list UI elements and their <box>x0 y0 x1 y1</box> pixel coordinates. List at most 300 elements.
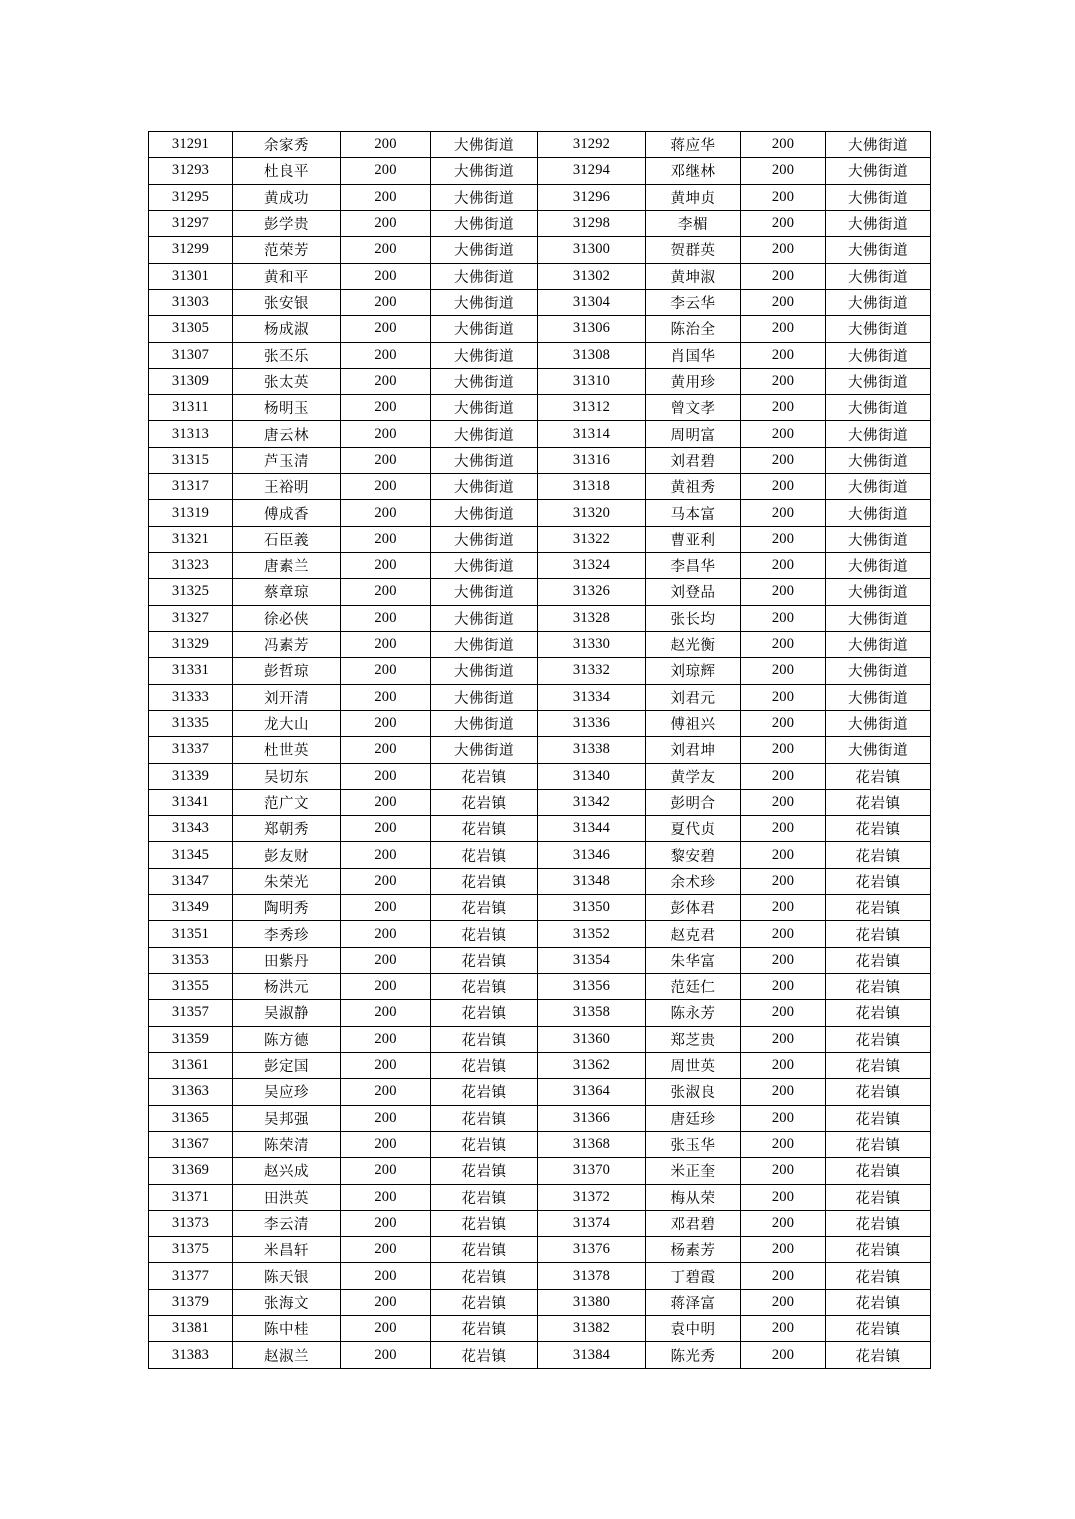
table-row <box>149 421 931 447</box>
district-cell: 大佛街道 <box>431 158 538 184</box>
id-cell: 31322 <box>538 526 646 552</box>
table-row <box>149 447 931 473</box>
table-row <box>149 842 931 868</box>
id-cell: 31312 <box>538 395 646 421</box>
district-cell: 花岩镇 <box>826 1052 931 1078</box>
amount-cell: 200 <box>741 553 826 579</box>
district-cell: 大佛街道 <box>826 421 931 447</box>
district-cell: 大佛街道 <box>826 184 931 210</box>
amount-cell: 200 <box>741 1210 826 1236</box>
amount-cell: 200 <box>341 737 431 763</box>
amount-cell: 200 <box>341 316 431 342</box>
district-cell: 大佛街道 <box>826 579 931 605</box>
district-cell: 花岩镇 <box>826 816 931 842</box>
id-cell: 31313 <box>149 421 233 447</box>
id-cell: 31357 <box>149 1000 233 1026</box>
id-cell: 31338 <box>538 737 646 763</box>
id-cell: 31307 <box>149 342 233 368</box>
name-cell: 黄祖秀 <box>646 474 741 500</box>
id-cell: 31354 <box>538 947 646 973</box>
name-cell: 袁中明 <box>646 1316 741 1342</box>
name-cell: 贺群英 <box>646 237 741 263</box>
name-cell: 郑芝贵 <box>646 1026 741 1052</box>
table-row <box>149 368 931 394</box>
id-cell: 31379 <box>149 1289 233 1315</box>
id-cell: 31316 <box>538 447 646 473</box>
table-row <box>149 237 931 263</box>
table-row <box>149 1079 931 1105</box>
name-cell: 张海文 <box>233 1289 341 1315</box>
table-row <box>149 263 931 289</box>
name-cell: 肖国华 <box>646 342 741 368</box>
amount-cell: 200 <box>341 1210 431 1236</box>
amount-cell: 200 <box>741 763 826 789</box>
id-cell: 31295 <box>149 184 233 210</box>
id-cell: 31350 <box>538 895 646 921</box>
id-cell: 31311 <box>149 395 233 421</box>
name-cell: 吴淑静 <box>233 1000 341 1026</box>
district-cell: 花岩镇 <box>431 763 538 789</box>
table-row <box>149 1158 931 1184</box>
id-cell: 31314 <box>538 421 646 447</box>
district-cell: 花岩镇 <box>431 974 538 1000</box>
name-cell: 张淑良 <box>646 1079 741 1105</box>
amount-cell: 200 <box>341 289 431 315</box>
name-cell: 彭友财 <box>233 842 341 868</box>
amount-cell: 200 <box>741 1237 826 1263</box>
amount-cell: 200 <box>341 1316 431 1342</box>
district-cell: 花岩镇 <box>431 1131 538 1157</box>
district-cell: 大佛街道 <box>826 210 931 236</box>
amount-cell: 200 <box>741 605 826 631</box>
district-cell: 花岩镇 <box>826 1289 931 1315</box>
name-cell: 刘君元 <box>646 684 741 710</box>
id-cell: 31300 <box>538 237 646 263</box>
amount-cell: 200 <box>741 395 826 421</box>
amount-cell: 200 <box>741 816 826 842</box>
amount-cell: 200 <box>741 684 826 710</box>
name-cell: 赵光衡 <box>646 631 741 657</box>
district-cell: 大佛街道 <box>826 368 931 394</box>
district-cell: 大佛街道 <box>431 368 538 394</box>
district-cell: 大佛街道 <box>826 342 931 368</box>
amount-cell: 200 <box>741 1052 826 1078</box>
amount-cell: 200 <box>341 1237 431 1263</box>
district-cell: 大佛街道 <box>826 158 931 184</box>
district-cell: 大佛街道 <box>826 132 931 158</box>
amount-cell: 200 <box>741 895 826 921</box>
id-cell: 31325 <box>149 579 233 605</box>
id-cell: 31380 <box>538 1289 646 1315</box>
district-cell: 花岩镇 <box>826 1210 931 1236</box>
amount-cell: 200 <box>741 316 826 342</box>
amount-cell: 200 <box>741 789 826 815</box>
amount-cell: 200 <box>341 631 431 657</box>
district-cell: 花岩镇 <box>431 816 538 842</box>
id-cell: 31371 <box>149 1184 233 1210</box>
district-cell: 花岩镇 <box>431 1158 538 1184</box>
name-cell: 张太英 <box>233 368 341 394</box>
district-cell: 大佛街道 <box>431 605 538 631</box>
district-cell: 大佛街道 <box>431 289 538 315</box>
district-cell: 大佛街道 <box>826 658 931 684</box>
name-cell: 杨洪元 <box>233 974 341 1000</box>
name-cell: 米昌轩 <box>233 1237 341 1263</box>
id-cell: 31381 <box>149 1316 233 1342</box>
table-row <box>149 684 931 710</box>
amount-cell: 200 <box>341 1026 431 1052</box>
id-cell: 31305 <box>149 316 233 342</box>
amount-cell: 200 <box>741 631 826 657</box>
name-cell: 张玉华 <box>646 1131 741 1157</box>
name-cell: 杨成淑 <box>233 316 341 342</box>
table-row <box>149 1263 931 1289</box>
amount-cell: 200 <box>341 447 431 473</box>
district-cell: 大佛街道 <box>431 395 538 421</box>
id-cell: 31339 <box>149 763 233 789</box>
district-cell: 花岩镇 <box>826 842 931 868</box>
amount-cell: 200 <box>341 842 431 868</box>
district-cell: 花岩镇 <box>826 1316 931 1342</box>
district-cell: 花岩镇 <box>431 895 538 921</box>
id-cell: 31384 <box>538 1342 646 1369</box>
amount-cell: 200 <box>341 553 431 579</box>
id-cell: 31297 <box>149 210 233 236</box>
amount-cell: 200 <box>741 263 826 289</box>
amount-cell: 200 <box>741 474 826 500</box>
amount-cell: 200 <box>741 710 826 736</box>
name-cell: 邓继林 <box>646 158 741 184</box>
id-cell: 31306 <box>538 316 646 342</box>
amount-cell: 200 <box>341 421 431 447</box>
name-cell: 陈荣清 <box>233 1131 341 1157</box>
name-cell: 刘登品 <box>646 579 741 605</box>
district-cell: 花岩镇 <box>826 974 931 1000</box>
district-cell: 花岩镇 <box>826 789 931 815</box>
id-cell: 31341 <box>149 789 233 815</box>
district-cell: 大佛街道 <box>431 237 538 263</box>
name-cell: 傅成香 <box>233 500 341 526</box>
id-cell: 31293 <box>149 158 233 184</box>
name-cell: 马本富 <box>646 500 741 526</box>
id-cell: 31370 <box>538 1158 646 1184</box>
district-cell: 花岩镇 <box>431 1105 538 1131</box>
name-cell: 朱华富 <box>646 947 741 973</box>
id-cell: 31333 <box>149 684 233 710</box>
amount-cell: 200 <box>741 1289 826 1315</box>
table-row <box>149 631 931 657</box>
district-cell: 花岩镇 <box>431 1026 538 1052</box>
amount-cell: 200 <box>741 158 826 184</box>
name-cell: 刘琼辉 <box>646 658 741 684</box>
table-row <box>149 342 931 368</box>
name-cell: 吴邦强 <box>233 1105 341 1131</box>
name-cell: 吴应珍 <box>233 1079 341 1105</box>
amount-cell: 200 <box>741 1131 826 1157</box>
id-cell: 31326 <box>538 579 646 605</box>
district-cell: 花岩镇 <box>826 1026 931 1052</box>
name-cell: 陈方德 <box>233 1026 341 1052</box>
id-cell: 31294 <box>538 158 646 184</box>
table-body <box>149 132 931 1369</box>
amount-cell: 200 <box>341 342 431 368</box>
name-cell: 蒋应华 <box>646 132 741 158</box>
name-cell: 蒋泽富 <box>646 1289 741 1315</box>
id-cell: 31321 <box>149 526 233 552</box>
table-row <box>149 1289 931 1315</box>
amount-cell: 200 <box>741 1316 826 1342</box>
table-row <box>149 763 931 789</box>
id-cell: 31340 <box>538 763 646 789</box>
district-cell: 大佛街道 <box>431 263 538 289</box>
name-cell: 杜世英 <box>233 737 341 763</box>
amount-cell: 200 <box>341 474 431 500</box>
district-cell: 大佛街道 <box>431 316 538 342</box>
amount-cell: 200 <box>741 289 826 315</box>
id-cell: 31372 <box>538 1184 646 1210</box>
table-row <box>149 737 931 763</box>
amount-cell: 200 <box>741 737 826 763</box>
name-cell: 陈治全 <box>646 316 741 342</box>
district-cell: 花岩镇 <box>431 1316 538 1342</box>
district-cell: 大佛街道 <box>431 631 538 657</box>
table-row <box>149 500 931 526</box>
name-cell: 李楣 <box>646 210 741 236</box>
id-cell: 31369 <box>149 1158 233 1184</box>
amount-cell: 200 <box>341 605 431 631</box>
name-cell: 唐素兰 <box>233 553 341 579</box>
amount-cell: 200 <box>341 263 431 289</box>
amount-cell: 200 <box>741 947 826 973</box>
id-cell: 31368 <box>538 1131 646 1157</box>
table-row <box>149 1105 931 1131</box>
name-cell: 赵兴成 <box>233 1158 341 1184</box>
table-row <box>149 210 931 236</box>
id-cell: 31329 <box>149 631 233 657</box>
district-cell: 花岩镇 <box>826 1263 931 1289</box>
id-cell: 31382 <box>538 1316 646 1342</box>
table-row <box>149 132 931 158</box>
district-cell: 花岩镇 <box>431 868 538 894</box>
district-cell: 花岩镇 <box>826 1131 931 1157</box>
amount-cell: 200 <box>341 579 431 605</box>
name-cell: 彭定国 <box>233 1052 341 1078</box>
district-cell: 花岩镇 <box>826 1184 931 1210</box>
amount-cell: 200 <box>341 184 431 210</box>
table-row <box>149 1210 931 1236</box>
amount-cell: 200 <box>741 1184 826 1210</box>
name-cell: 丁碧霞 <box>646 1263 741 1289</box>
name-cell: 赵淑兰 <box>233 1342 341 1369</box>
table-row <box>149 158 931 184</box>
table-row <box>149 947 931 973</box>
district-cell: 花岩镇 <box>431 1052 538 1078</box>
id-cell: 31296 <box>538 184 646 210</box>
district-cell: 花岩镇 <box>431 1184 538 1210</box>
id-cell: 31347 <box>149 868 233 894</box>
id-cell: 31320 <box>538 500 646 526</box>
district-cell: 大佛街道 <box>431 737 538 763</box>
beneficiary-table <box>148 131 931 1369</box>
id-cell: 31309 <box>149 368 233 394</box>
id-cell: 31318 <box>538 474 646 500</box>
table-row <box>149 1237 931 1263</box>
amount-cell: 200 <box>341 1105 431 1131</box>
id-cell: 31348 <box>538 868 646 894</box>
district-cell: 花岩镇 <box>431 789 538 815</box>
amount-cell: 200 <box>341 895 431 921</box>
id-cell: 31317 <box>149 474 233 500</box>
district-cell: 大佛街道 <box>826 605 931 631</box>
table-row <box>149 579 931 605</box>
district-cell: 花岩镇 <box>826 868 931 894</box>
name-cell: 曾文孝 <box>646 395 741 421</box>
id-cell: 31323 <box>149 553 233 579</box>
amount-cell: 200 <box>341 132 431 158</box>
district-cell: 大佛街道 <box>431 210 538 236</box>
name-cell: 陈中桂 <box>233 1316 341 1342</box>
id-cell: 31337 <box>149 737 233 763</box>
amount-cell: 200 <box>741 1026 826 1052</box>
district-cell: 大佛街道 <box>431 710 538 736</box>
district-cell: 大佛街道 <box>826 526 931 552</box>
name-cell: 刘君碧 <box>646 447 741 473</box>
name-cell: 黄成功 <box>233 184 341 210</box>
amount-cell: 200 <box>341 789 431 815</box>
name-cell: 夏代贞 <box>646 816 741 842</box>
name-cell: 黄坤淑 <box>646 263 741 289</box>
name-cell: 杨明玉 <box>233 395 341 421</box>
amount-cell: 200 <box>341 237 431 263</box>
district-cell: 花岩镇 <box>826 921 931 947</box>
district-cell: 大佛街道 <box>431 526 538 552</box>
name-cell: 陈天银 <box>233 1263 341 1289</box>
district-cell: 花岩镇 <box>431 1237 538 1263</box>
amount-cell: 200 <box>341 500 431 526</box>
name-cell: 田洪英 <box>233 1184 341 1210</box>
name-cell: 黄用珍 <box>646 368 741 394</box>
amount-cell: 200 <box>341 158 431 184</box>
amount-cell: 200 <box>741 921 826 947</box>
district-cell: 大佛街道 <box>826 395 931 421</box>
amount-cell: 200 <box>741 500 826 526</box>
name-cell: 田紫丹 <box>233 947 341 973</box>
name-cell: 张安银 <box>233 289 341 315</box>
amount-cell: 200 <box>741 342 826 368</box>
district-cell: 大佛街道 <box>431 658 538 684</box>
district-cell: 大佛街道 <box>826 631 931 657</box>
name-cell: 曹亚利 <box>646 526 741 552</box>
table-row <box>149 921 931 947</box>
table-row <box>149 1131 931 1157</box>
district-cell: 大佛街道 <box>826 289 931 315</box>
id-cell: 31335 <box>149 710 233 736</box>
id-cell: 31343 <box>149 816 233 842</box>
table-row <box>149 1316 931 1342</box>
amount-cell: 200 <box>341 868 431 894</box>
district-cell: 花岩镇 <box>431 842 538 868</box>
amount-cell: 200 <box>341 1000 431 1026</box>
amount-cell: 200 <box>741 842 826 868</box>
name-cell: 范荣芳 <box>233 237 341 263</box>
name-cell: 彭哲琼 <box>233 658 341 684</box>
amount-cell: 200 <box>341 816 431 842</box>
name-cell: 刘君坤 <box>646 737 741 763</box>
id-cell: 31374 <box>538 1210 646 1236</box>
district-cell: 大佛街道 <box>826 263 931 289</box>
id-cell: 31310 <box>538 368 646 394</box>
id-cell: 31346 <box>538 842 646 868</box>
id-cell: 31378 <box>538 1263 646 1289</box>
id-cell: 31345 <box>149 842 233 868</box>
name-cell: 徐必侠 <box>233 605 341 631</box>
district-cell: 花岩镇 <box>431 1000 538 1026</box>
district-cell: 花岩镇 <box>431 1079 538 1105</box>
id-cell: 31358 <box>538 1000 646 1026</box>
name-cell: 吴切东 <box>233 763 341 789</box>
table-row <box>149 605 931 631</box>
amount-cell: 200 <box>341 763 431 789</box>
amount-cell: 200 <box>741 1342 826 1369</box>
amount-cell: 200 <box>741 1158 826 1184</box>
district-cell: 大佛街道 <box>431 184 538 210</box>
amount-cell: 200 <box>341 1289 431 1315</box>
amount-cell: 200 <box>341 1158 431 1184</box>
district-cell: 大佛街道 <box>431 500 538 526</box>
amount-cell: 200 <box>741 1079 826 1105</box>
name-cell: 周世英 <box>646 1052 741 1078</box>
amount-cell: 200 <box>341 1131 431 1157</box>
name-cell: 范广文 <box>233 789 341 815</box>
district-cell: 大佛街道 <box>431 579 538 605</box>
id-cell: 31342 <box>538 789 646 815</box>
table-row <box>149 1342 931 1369</box>
id-cell: 31301 <box>149 263 233 289</box>
table-row <box>149 658 931 684</box>
table-row <box>149 710 931 736</box>
id-cell: 31355 <box>149 974 233 1000</box>
name-cell: 李云清 <box>233 1210 341 1236</box>
id-cell: 31292 <box>538 132 646 158</box>
name-cell: 唐云林 <box>233 421 341 447</box>
amount-cell: 200 <box>341 210 431 236</box>
district-cell: 花岩镇 <box>826 1237 931 1263</box>
id-cell: 31303 <box>149 289 233 315</box>
id-cell: 31367 <box>149 1131 233 1157</box>
district-cell: 花岩镇 <box>826 1000 931 1026</box>
id-cell: 31331 <box>149 658 233 684</box>
id-cell: 31319 <box>149 500 233 526</box>
district-cell: 大佛街道 <box>431 553 538 579</box>
id-cell: 31332 <box>538 658 646 684</box>
name-cell: 石臣義 <box>233 526 341 552</box>
id-cell: 31364 <box>538 1079 646 1105</box>
district-cell: 花岩镇 <box>826 1105 931 1131</box>
table-row <box>149 1026 931 1052</box>
amount-cell: 200 <box>341 658 431 684</box>
id-cell: 31327 <box>149 605 233 631</box>
table-row <box>149 553 931 579</box>
district-cell: 大佛街道 <box>431 132 538 158</box>
name-cell: 王裕明 <box>233 474 341 500</box>
district-cell: 大佛街道 <box>826 553 931 579</box>
name-cell: 芦玉清 <box>233 447 341 473</box>
amount-cell: 200 <box>741 974 826 1000</box>
district-cell: 花岩镇 <box>826 947 931 973</box>
id-cell: 31291 <box>149 132 233 158</box>
table-row <box>149 868 931 894</box>
id-cell: 31362 <box>538 1052 646 1078</box>
